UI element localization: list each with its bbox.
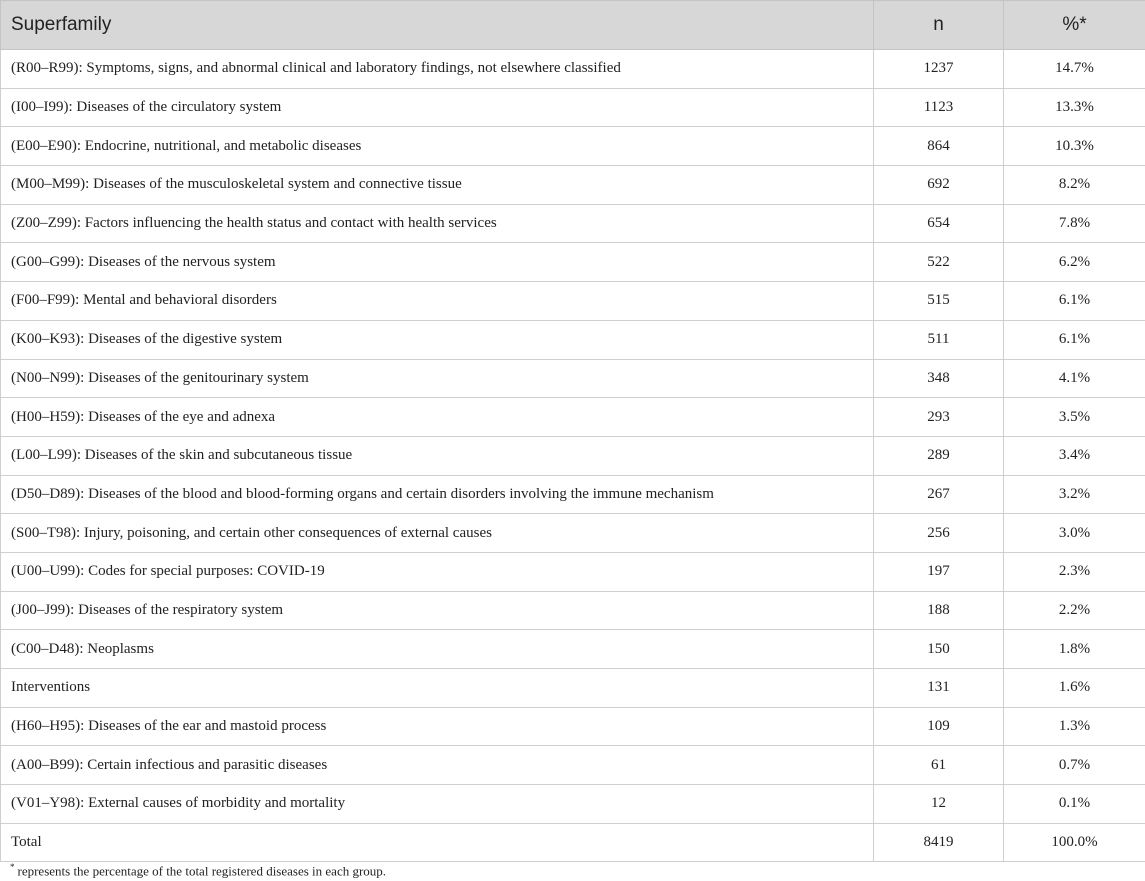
row-n-cell: 256	[874, 514, 1004, 553]
row-superfamily-cell: (G00–G99): Diseases of the nervous system	[1, 243, 874, 282]
row-superfamily-cell: (D50–D89): Diseases of the blood and blood-forming organs and certain disorders involving the immune mechanism	[1, 475, 874, 514]
row-superfamily-cell: (F00–F99): Mental and behavioral disorders	[1, 282, 874, 321]
row-n-cell: 692	[874, 166, 1004, 205]
table-row	[1, 552, 1145, 591]
row-superfamily-cell: Interventions	[1, 669, 874, 708]
table-row	[1, 320, 1145, 359]
row-percent-cell: 4.1%	[1004, 359, 1145, 398]
row-superfamily-cell: (K00–K93): Diseases of the digestive system	[1, 320, 874, 359]
footnote-marker: *	[10, 862, 15, 872]
row-n-cell: 8419	[874, 823, 1004, 862]
row-percent-cell: 1.6%	[1004, 669, 1145, 708]
table-row	[1, 282, 1145, 321]
table-row	[1, 204, 1145, 243]
row-percent-cell: 6.2%	[1004, 243, 1145, 282]
row-percent-cell: 3.4%	[1004, 436, 1145, 475]
row-superfamily-cell: (Z00–Z99): Factors influencing the health status and contact with health services	[1, 204, 874, 243]
row-superfamily-cell: (R00–R99): Symptoms, signs, and abnormal clinical and laboratory findings, not elsewhere classified	[1, 50, 874, 89]
table-body	[1, 50, 1145, 862]
header-n: n	[874, 1, 1004, 50]
footnote	[10, 862, 386, 879]
row-superfamily-cell: (V01–Y98): External causes of morbidity and mortality	[1, 785, 874, 824]
table-row	[1, 127, 1145, 166]
row-superfamily-cell: (U00–U99): Codes for special purposes: COVID-19	[1, 552, 874, 591]
row-n-cell: 293	[874, 398, 1004, 437]
row-percent-cell: 8.2%	[1004, 166, 1145, 205]
table-row	[1, 166, 1145, 205]
row-n-cell: 109	[874, 707, 1004, 746]
table-row	[1, 785, 1145, 824]
row-superfamily-cell: (L00–L99): Diseases of the skin and subcutaneous tissue	[1, 436, 874, 475]
header-superfamily: Superfamily	[1, 1, 874, 50]
table-row	[1, 50, 1145, 89]
row-superfamily-cell: (J00–J99): Diseases of the respiratory system	[1, 591, 874, 630]
row-superfamily-cell: (I00–I99): Diseases of the circulatory system	[1, 88, 874, 127]
table-row	[1, 359, 1145, 398]
row-n-cell: 267	[874, 475, 1004, 514]
table-row	[1, 669, 1145, 708]
row-n-cell: 289	[874, 436, 1004, 475]
row-n-cell: 188	[874, 591, 1004, 630]
table-row	[1, 88, 1145, 127]
row-superfamily-cell: (S00–T98): Injury, poisoning, and certain other consequences of external causes	[1, 514, 874, 553]
table-row	[1, 514, 1145, 553]
row-percent-cell: 3.2%	[1004, 475, 1145, 514]
table-row	[1, 707, 1145, 746]
row-n-cell: 348	[874, 359, 1004, 398]
row-superfamily-cell: (H00–H59): Diseases of the eye and adnexa	[1, 398, 874, 437]
total-row	[1, 823, 1145, 862]
table-header	[1, 1, 1145, 50]
row-percent-cell: 10.3%	[1004, 127, 1145, 166]
table-row	[1, 398, 1145, 437]
table-row	[1, 243, 1145, 282]
row-superfamily-cell: (N00–N99): Diseases of the genitourinary system	[1, 359, 874, 398]
row-percent-cell: 6.1%	[1004, 282, 1145, 321]
row-percent-cell: 2.3%	[1004, 552, 1145, 591]
row-percent-cell: 1.3%	[1004, 707, 1145, 746]
row-percent-cell: 1.8%	[1004, 630, 1145, 669]
row-percent-cell: 13.3%	[1004, 88, 1145, 127]
table-row	[1, 746, 1145, 785]
row-percent-cell: 14.7%	[1004, 50, 1145, 89]
row-percent-cell: 6.1%	[1004, 320, 1145, 359]
row-percent-cell: 3.5%	[1004, 398, 1145, 437]
row-percent-cell: 100.0%	[1004, 823, 1145, 862]
row-superfamily-cell: (M00–M99): Diseases of the musculoskeletal system and connective tissue	[1, 166, 874, 205]
row-n-cell: 515	[874, 282, 1004, 321]
row-n-cell: 654	[874, 204, 1004, 243]
row-n-cell: 522	[874, 243, 1004, 282]
table-row	[1, 630, 1145, 669]
row-n-cell: 61	[874, 746, 1004, 785]
row-superfamily-cell: (A00–B99): Certain infectious and parasitic diseases	[1, 746, 874, 785]
row-n-cell: 1237	[874, 50, 1004, 89]
header-percent: %*	[1004, 1, 1145, 50]
row-percent-cell: 0.7%	[1004, 746, 1145, 785]
row-n-cell: 864	[874, 127, 1004, 166]
table-row	[1, 591, 1145, 630]
row-percent-cell: 7.8%	[1004, 204, 1145, 243]
header-row	[1, 1, 1145, 50]
row-n-cell: 197	[874, 552, 1004, 591]
table-row	[1, 436, 1145, 475]
row-superfamily-cell: (H60–H95): Diseases of the ear and mastoid process	[1, 707, 874, 746]
row-percent-cell: 2.2%	[1004, 591, 1145, 630]
row-n-cell: 12	[874, 785, 1004, 824]
footnote-text: represents the percentage of the total registered diseases in each group.	[17, 863, 387, 879]
row-n-cell: 131	[874, 669, 1004, 708]
row-percent-cell: 0.1%	[1004, 785, 1145, 824]
row-superfamily-cell: Total	[1, 823, 874, 862]
row-percent-cell: 3.0%	[1004, 514, 1145, 553]
row-superfamily-cell: (E00–E90): Endocrine, nutritional, and metabolic diseases	[1, 127, 874, 166]
row-n-cell: 150	[874, 630, 1004, 669]
row-n-cell: 1123	[874, 88, 1004, 127]
row-n-cell: 511	[874, 320, 1004, 359]
row-superfamily-cell: (C00–D48): Neoplasms	[1, 630, 874, 669]
table-row	[1, 475, 1145, 514]
